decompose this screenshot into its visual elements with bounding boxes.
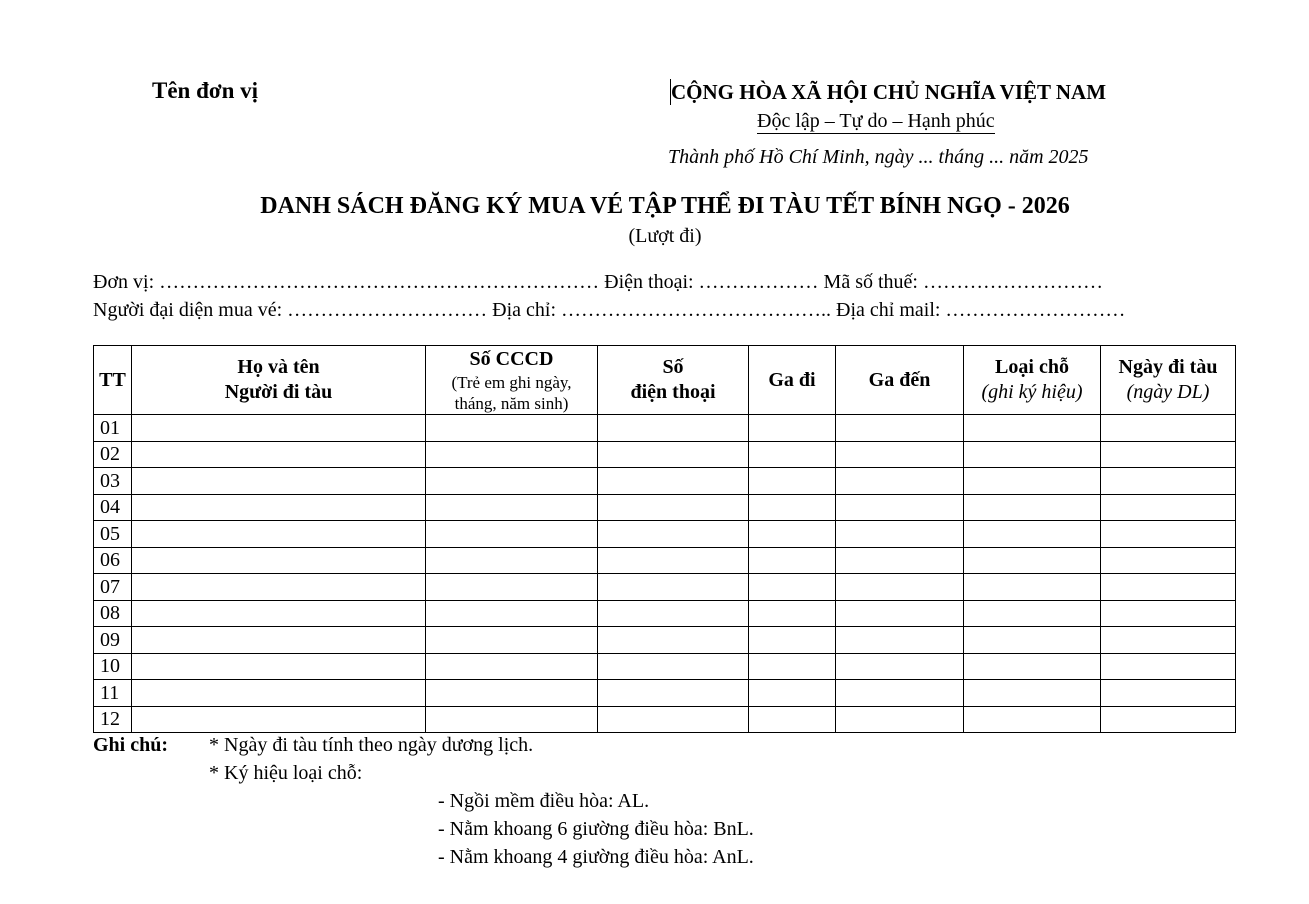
- organization-name: Tên đơn vị: [152, 78, 259, 103]
- cell-phone[interactable]: [598, 680, 749, 707]
- table-row: [94, 494, 1236, 521]
- cell-phone[interactable]: [598, 494, 749, 521]
- cell-date[interactable]: [1101, 415, 1236, 442]
- note-date: * Ngày đi tàu tính theo ngày dương lịch.: [209, 734, 534, 756]
- cell-date[interactable]: [1101, 547, 1236, 574]
- cell-date[interactable]: [1101, 680, 1236, 707]
- table-row: [94, 653, 1236, 680]
- cell-seat[interactable]: [964, 521, 1101, 548]
- cell-phone[interactable]: [598, 521, 749, 548]
- cell-departure[interactable]: [749, 706, 836, 733]
- cell-name[interactable]: [132, 494, 426, 521]
- table-body: [94, 415, 1236, 733]
- row-number: 11: [94, 680, 132, 707]
- cell-name[interactable]: [132, 600, 426, 627]
- cell-name[interactable]: [132, 574, 426, 601]
- cell-seat[interactable]: [964, 680, 1101, 707]
- cell-arrival[interactable]: [836, 600, 964, 627]
- table-row: [94, 547, 1236, 574]
- cell-date[interactable]: [1101, 653, 1236, 680]
- header-seat-type: Loại chỗ (ghi ký hiệu): [964, 346, 1101, 415]
- cell-arrival[interactable]: [836, 547, 964, 574]
- seat-type-item: - Nằm khoang 4 giường điều hòa: AnL.: [438, 846, 754, 868]
- cell-departure[interactable]: [749, 441, 836, 468]
- cell-departure[interactable]: [749, 415, 836, 442]
- cell-date[interactable]: [1101, 600, 1236, 627]
- cell-arrival[interactable]: [836, 627, 964, 654]
- cell-id[interactable]: [426, 441, 598, 468]
- cell-name[interactable]: [132, 441, 426, 468]
- cell-arrival[interactable]: [836, 653, 964, 680]
- cell-arrival[interactable]: [836, 706, 964, 733]
- cell-name[interactable]: [132, 680, 426, 707]
- cell-id[interactable]: [426, 494, 598, 521]
- row-number: 01: [94, 415, 132, 442]
- cell-name[interactable]: [132, 706, 426, 733]
- cell-id[interactable]: [426, 600, 598, 627]
- cell-departure[interactable]: [749, 494, 836, 521]
- cell-id[interactable]: [426, 680, 598, 707]
- row-number: 09: [94, 627, 132, 654]
- cell-phone[interactable]: [598, 627, 749, 654]
- cell-seat[interactable]: [964, 547, 1101, 574]
- cell-departure[interactable]: [749, 547, 836, 574]
- table-row: [94, 680, 1236, 707]
- notes-label: Ghi chú:: [93, 734, 169, 756]
- row-number: 07: [94, 574, 132, 601]
- cell-departure[interactable]: [749, 653, 836, 680]
- cell-phone[interactable]: [598, 706, 749, 733]
- cell-departure[interactable]: [749, 627, 836, 654]
- cell-arrival[interactable]: [836, 468, 964, 495]
- cell-phone[interactable]: [598, 653, 749, 680]
- table-row: [94, 627, 1236, 654]
- header-travel-date: Ngày đi tàu (ngày DL): [1101, 346, 1236, 415]
- cell-seat[interactable]: [964, 441, 1101, 468]
- cell-name[interactable]: [132, 653, 426, 680]
- row-number: 10: [94, 653, 132, 680]
- cell-departure[interactable]: [749, 521, 836, 548]
- cell-name[interactable]: [132, 468, 426, 495]
- cell-date[interactable]: [1101, 468, 1236, 495]
- header-phone: Số điện thoại: [598, 346, 749, 415]
- dateline: Thành phố Hồ Chí Minh, ngày ... tháng ... năm 2025: [668, 146, 1089, 168]
- cell-name[interactable]: [132, 627, 426, 654]
- cell-departure[interactable]: [749, 680, 836, 707]
- cell-name[interactable]: [132, 521, 426, 548]
- registration-table: [93, 345, 1236, 733]
- cell-seat[interactable]: [964, 706, 1101, 733]
- info-line-representative: Người đại diện mua vé: ………………………… Địa chỉ: ………………………………….. Địa chỉ mail: ………………………: [93, 299, 1126, 321]
- cell-seat[interactable]: [964, 494, 1101, 521]
- table-row: [94, 706, 1236, 733]
- cell-id[interactable]: [426, 547, 598, 574]
- cell-id[interactable]: [426, 415, 598, 442]
- cell-date[interactable]: [1101, 574, 1236, 601]
- table-row: [94, 574, 1236, 601]
- table-row: [94, 521, 1236, 548]
- document-subtitle: (Lượt đi): [628, 225, 702, 247]
- cell-id[interactable]: [426, 574, 598, 601]
- cell-date[interactable]: [1101, 706, 1236, 733]
- header-tt: TT: [94, 346, 132, 415]
- cell-departure[interactable]: [749, 574, 836, 601]
- table-row: [94, 415, 1236, 442]
- table-row: [94, 600, 1236, 627]
- cell-date[interactable]: [1101, 627, 1236, 654]
- cell-name[interactable]: [132, 415, 426, 442]
- cell-date[interactable]: [1101, 441, 1236, 468]
- cell-seat[interactable]: [964, 600, 1101, 627]
- row-number: 05: [94, 521, 132, 548]
- cell-phone[interactable]: [598, 600, 749, 627]
- document-title: DANH SÁCH ĐĂNG KÝ MUA VÉ TẬP THỂ ĐI TÀU TẾT BÍNH NGỌ - 2026: [260, 193, 1070, 219]
- cell-departure[interactable]: [749, 600, 836, 627]
- cell-seat[interactable]: [964, 627, 1101, 654]
- cell-name[interactable]: [132, 547, 426, 574]
- row-number: 04: [94, 494, 132, 521]
- row-number: 02: [94, 441, 132, 468]
- row-number: 08: [94, 600, 132, 627]
- cell-seat[interactable]: [964, 574, 1101, 601]
- note-seat-symbols: * Ký hiệu loại chỗ:: [209, 762, 363, 784]
- cell-seat[interactable]: [964, 653, 1101, 680]
- cell-seat[interactable]: [964, 415, 1101, 442]
- cell-arrival[interactable]: [836, 415, 964, 442]
- cell-phone[interactable]: [598, 415, 749, 442]
- cell-departure[interactable]: [749, 468, 836, 495]
- row-number: 06: [94, 547, 132, 574]
- cell-date[interactable]: [1101, 521, 1236, 548]
- table-row: [94, 468, 1236, 495]
- cell-id[interactable]: [426, 706, 598, 733]
- cell-arrival[interactable]: [836, 494, 964, 521]
- row-number: 03: [94, 468, 132, 495]
- info-line-organization: Đơn vị: ………………………………………………………… Điện thoại: ……………… Mã số thuế: ………………………: [93, 271, 1103, 293]
- cell-phone[interactable]: [598, 574, 749, 601]
- row-number: 12: [94, 706, 132, 733]
- header-departure-station: Ga đi: [749, 346, 836, 415]
- table-row: [94, 441, 1236, 468]
- cell-id[interactable]: [426, 521, 598, 548]
- cell-id[interactable]: [426, 627, 598, 654]
- cell-id[interactable]: [426, 468, 598, 495]
- national-motto: Độc lập – Tự do – Hạnh phúc: [757, 110, 995, 132]
- seat-type-item: - Ngồi mềm điều hòa: AL.: [438, 790, 650, 812]
- seat-type-item: - Nằm khoang 6 giường điều hòa: BnL.: [438, 818, 754, 840]
- national-title: CỘNG HÒA XÃ HỘI CHỦ NGHĨA VIỆT NAM: [671, 80, 1107, 104]
- header-name: Họ và tên Người đi tàu: [132, 346, 426, 415]
- header-id: Số CCCD (Trẻ em ghi ngày, tháng, năm sinh): [426, 346, 598, 415]
- cell-phone[interactable]: [598, 441, 749, 468]
- cell-phone[interactable]: [598, 468, 749, 495]
- cell-arrival[interactable]: [836, 521, 964, 548]
- cell-date[interactable]: [1101, 494, 1236, 521]
- cell-phone[interactable]: [598, 547, 749, 574]
- cell-arrival[interactable]: [836, 680, 964, 707]
- cell-arrival[interactable]: [836, 441, 964, 468]
- table-header-row: [94, 346, 1236, 415]
- header-arrival-station: Ga đến: [836, 346, 964, 415]
- cell-seat[interactable]: [964, 468, 1101, 495]
- cell-arrival[interactable]: [836, 574, 964, 601]
- cell-id[interactable]: [426, 653, 598, 680]
